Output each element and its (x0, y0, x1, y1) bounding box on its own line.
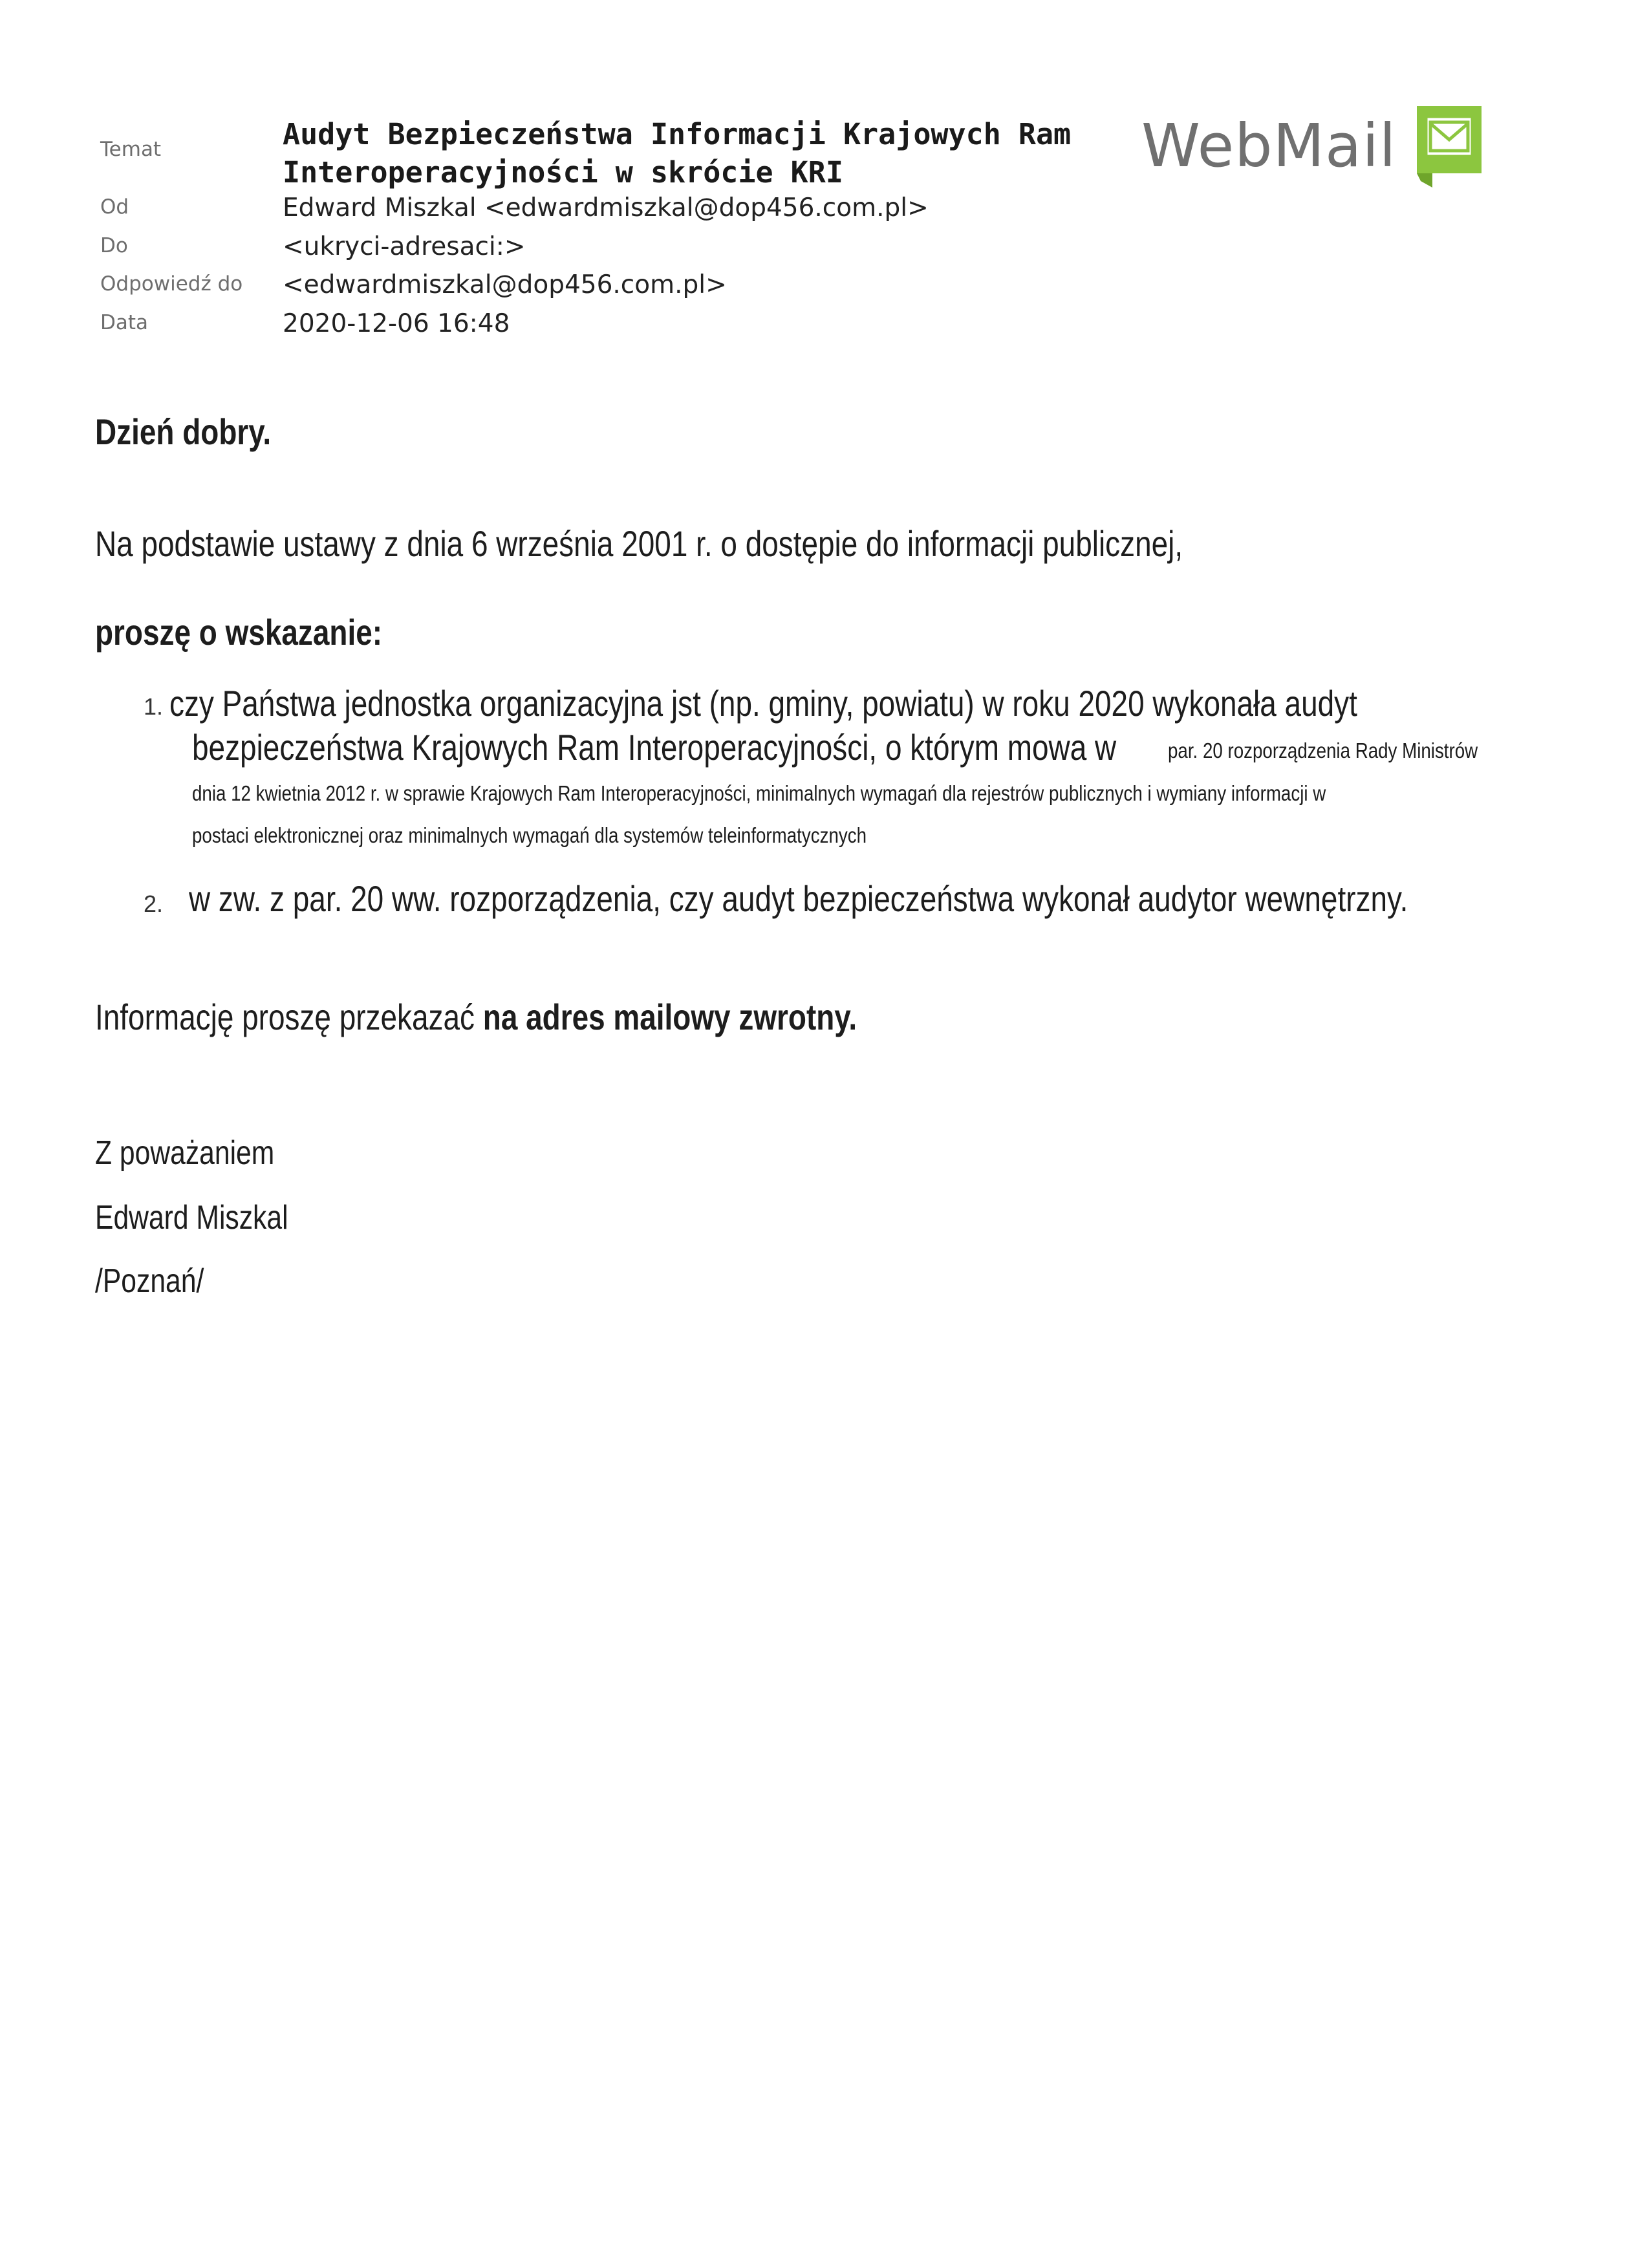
from-label: Od (100, 195, 129, 219)
info-paragraph (95, 999, 857, 1035)
list-item-line: w zw. z par. 20 ww. rozporządzenia, czy audyt bezpieczeństwa wykonał audytor wewnętrzny. (189, 878, 1408, 919)
subject-line-2: Interoperacyjności w skrócie KRI (283, 155, 843, 189)
from-value: Edward Miszkal <edwardmiszkal@dop456.com.pl> (283, 193, 929, 222)
list-item-line-small: dnia 12 kwietnia 2012 r. w sprawie Krajowych Ram Interoperacyjności, minimalnych wymagań dla rejestrów publicznych i wymiany informacji w (192, 781, 1326, 805)
info-text-bold: na adres mailowy zwrotny. (482, 997, 857, 1037)
list-item-number: 2. (144, 891, 164, 917)
reply-to-label: Odpowiedź do (100, 272, 243, 296)
request-heading: proszę o wskazanie: (95, 612, 383, 653)
date-value: 2020-12-06 16:48 (283, 309, 510, 338)
subject-value (283, 115, 1136, 191)
signature-city: /Poznań/ (95, 1262, 204, 1300)
list-item-line: bezpieczeństwa Krajowych Ram Interoperacyjności, o którym mowa w (192, 727, 1117, 768)
greeting: Dzień dobry. (95, 411, 272, 452)
list-item-line-small: postaci elektronicznej oraz minimalnych wymagań dla systemów teleinformatycznych (192, 823, 867, 847)
envelope-icon (1413, 103, 1485, 189)
intro-paragraph: Na podstawie ustawy z dnia 6 września 2001 r. o dostępie do informacji publicznej, (95, 523, 1183, 564)
subject-label: Temat (100, 138, 162, 161)
list-item-line: czy Państwa jednostka organizacyjna jst (np. gminy, powiatu) w roku 2020 wykonała audyt (169, 683, 1357, 724)
to-label: Do (100, 234, 128, 257)
webmail-logo (1141, 103, 1491, 194)
list-item-line-small: par. 20 rozporządzenia Rady Ministrów (1168, 739, 1478, 762)
date-label: Data (100, 311, 149, 334)
reply-to-value: <edwardmiszkal@dop456.com.pl> (283, 270, 727, 299)
info-text: Informację proszę przekazać (95, 997, 475, 1037)
signature-name: Edward Miszkal (95, 1199, 288, 1237)
logo-text: WebMail (1141, 111, 1397, 180)
subject-line-1: Audyt Bezpieczeństwa Informacji Krajowych Ram (283, 117, 1072, 151)
closing: Z poważaniem (95, 1134, 275, 1172)
list-item-number: 1. (144, 693, 164, 720)
to-value: <ukryci-adresaci:> (283, 232, 526, 261)
